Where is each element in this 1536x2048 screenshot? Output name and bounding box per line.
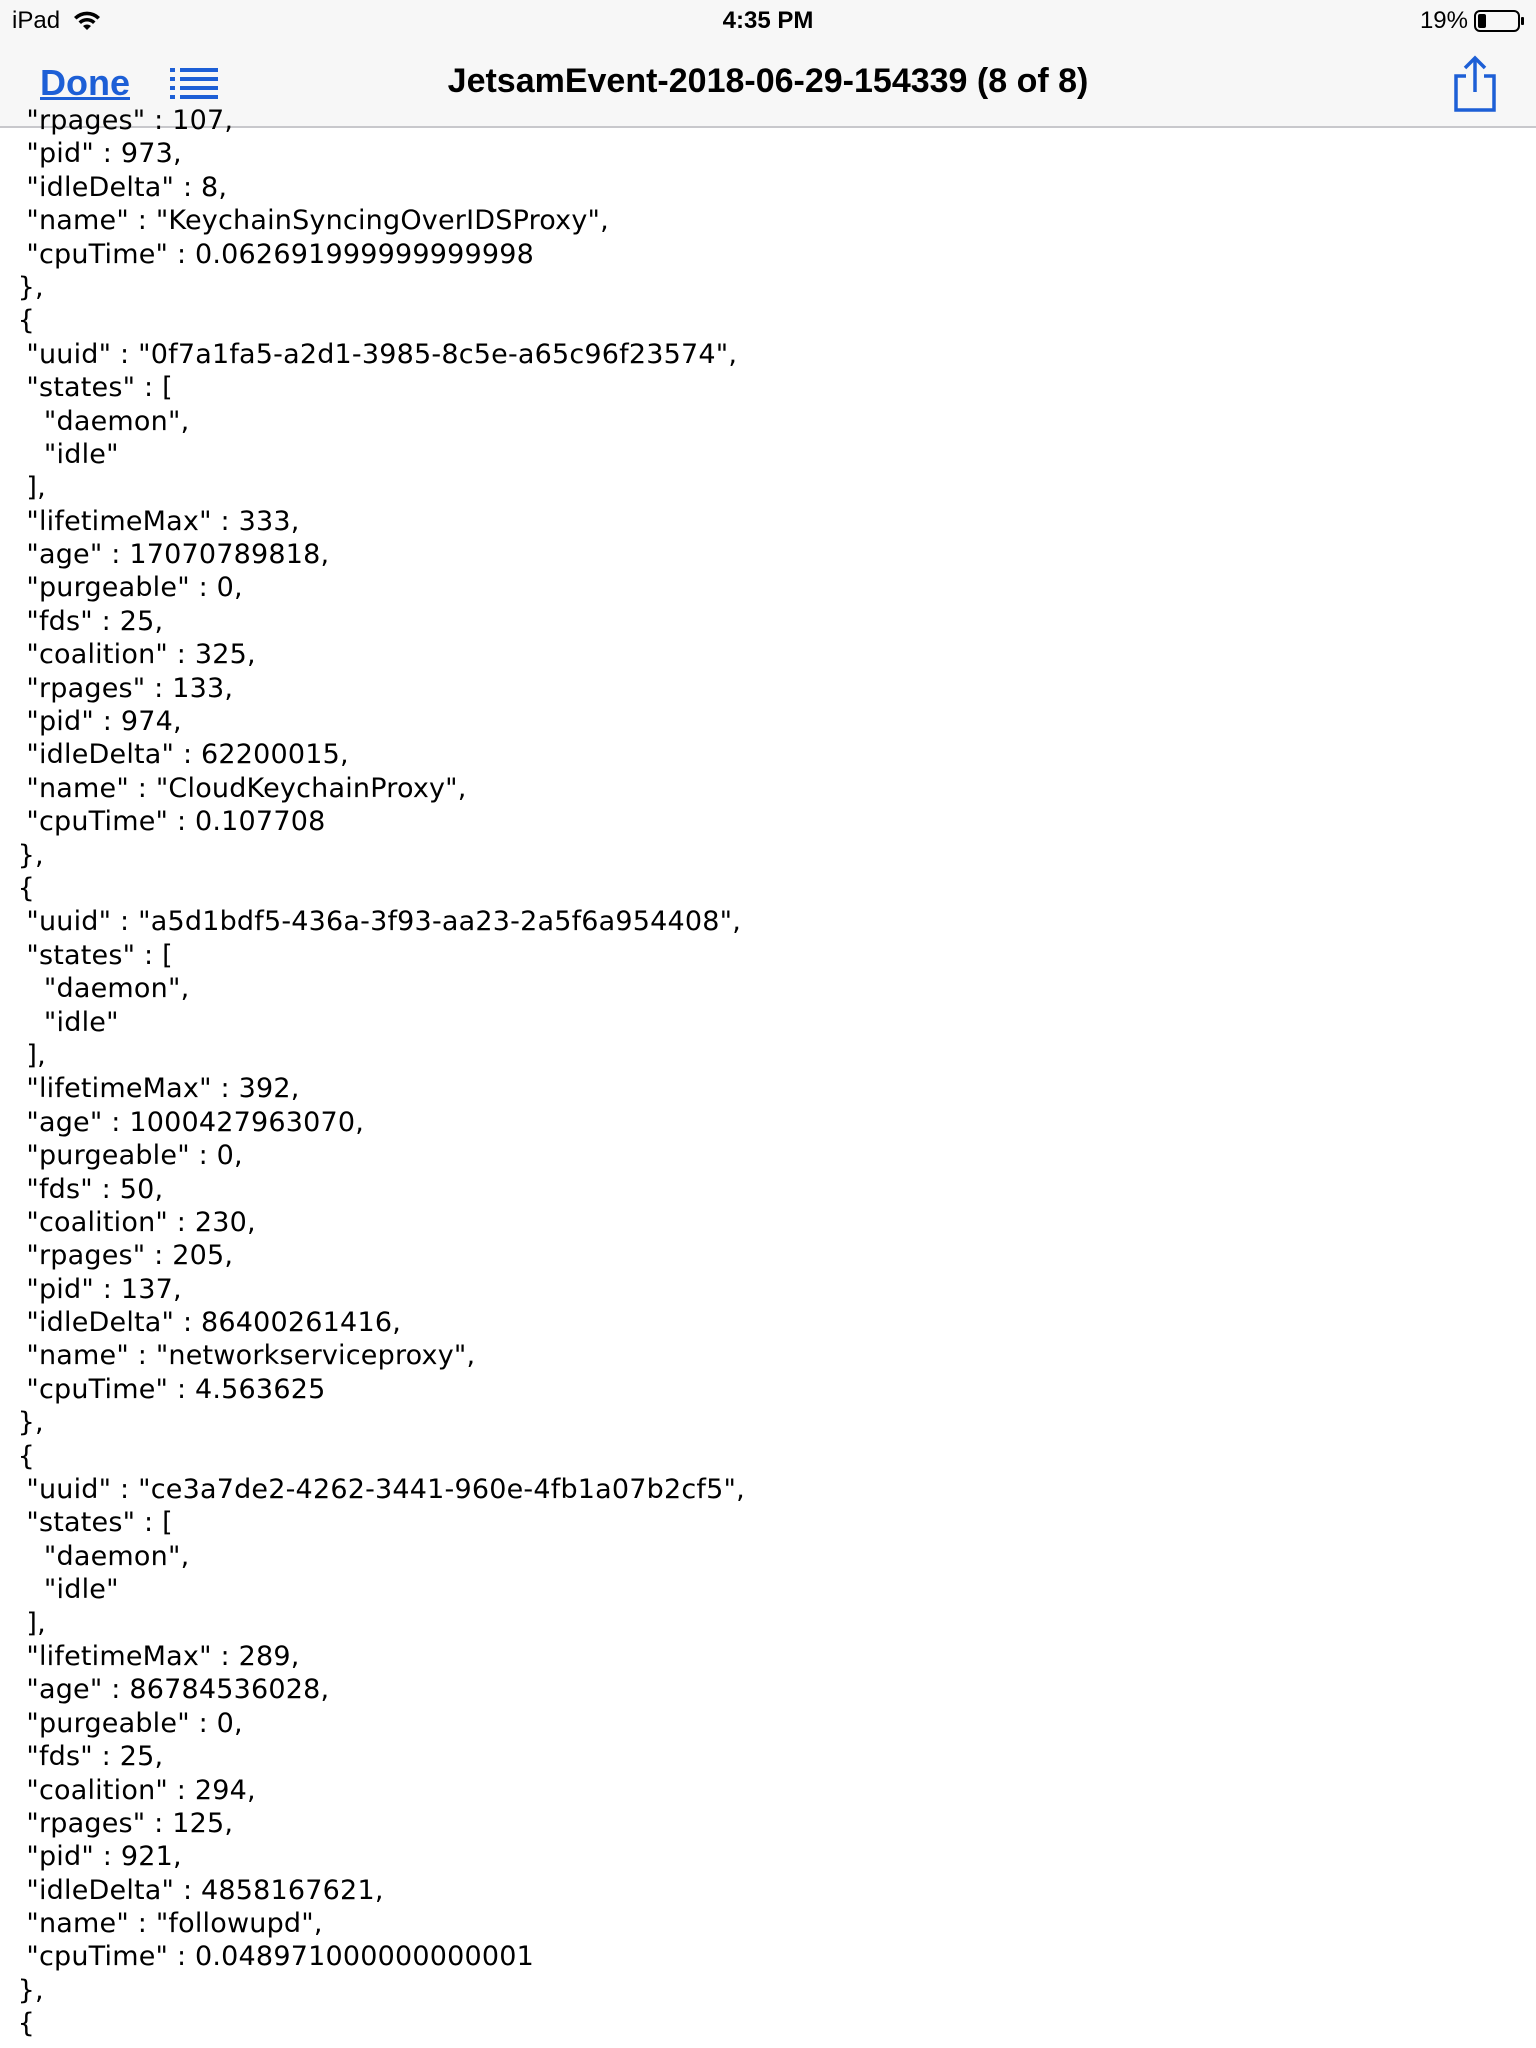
code-line: "name" : "CloudKeychainProxy", [0,772,467,804]
code-line: "age" : 1000427963070, [0,1106,365,1138]
code-line: "rpages" : 107, [0,105,234,136]
code-line: "lifetimeMax" : 392, [0,1073,300,1105]
code-line: "pid" : 921, [0,1841,182,1873]
code-line: "coalition" : 230, [0,1206,256,1238]
code-line: "daemon", [0,1540,190,1572]
code-line: "age" : 86784536028, [0,1674,330,1706]
code-line: "purgeable" : 0, [0,1140,243,1172]
code-line: "uuid" : "ce3a7de2-4262-3441-960e-4fb1a07b2cf5", [0,1474,745,1506]
code-line: "name" : "networkserviceproxy", [0,1340,476,1372]
code-line: { [0,872,35,904]
code-line: }, [0,1974,44,2006]
code-line: "cpuTime" : 4.563625 [0,1373,326,1405]
code-line: { [0,2008,35,2040]
battery-icon [1474,9,1526,33]
page-title: JetsamEvent-2018-06-29-154339 (8 of 8) [447,62,1089,100]
code-line: "fds" : 25, [0,605,164,637]
code-line: "rpages" : 125, [0,1807,234,1839]
code-line: "idleDelta" : 62200015, [0,739,349,771]
code-line: "idle" [0,1574,119,1606]
code-line: "uuid" : "a5d1bdf5-436a-3f93-aa23-2a5f6a954408", [0,906,742,938]
code-line: ], [0,1039,46,1071]
code-line: { [0,305,35,337]
code-line: }, [0,839,44,871]
code-line: "purgeable" : 0, [0,572,243,604]
code-line: "daemon", [0,973,190,1005]
status-time: 4:35 PM [722,7,814,34]
code-line: "fds" : 50, [0,1173,164,1205]
code-line: "states" : [ [0,372,173,404]
code-line: "name" : "KeychainSyncingOverIDSProxy", [0,205,609,237]
code-line: ], [0,1607,46,1639]
share-icon[interactable] [1450,54,1500,114]
code-line: "name" : "followupd", [0,1908,323,1940]
code-line: { [0,1440,35,1472]
code-line: "idleDelta" : 86400261416, [0,1307,401,1339]
code-line: "age" : 17070789818, [0,539,330,571]
code-line: "fds" : 25, [0,1741,164,1773]
code-line: "rpages" : 133, [0,672,234,704]
code-line: "rpages" : 205, [0,1240,234,1272]
code-line: "pid" : 137, [0,1273,182,1305]
code-line: "coalition" : 294, [0,1774,256,1806]
code-line: "pid" : 974, [0,706,182,738]
code-line: "cpuTime" : 0.062691999999999998 [0,238,534,270]
code-line: }, [0,1407,44,1439]
code-line: "idleDelta" : 4858167621, [0,1874,384,1906]
code-line: "daemon", [0,405,190,437]
code-line: "idle" [0,1006,119,1038]
code-line: "uuid" : "0f7a1fa5-a2d1-3985-8c5e-a65c96f23574", [0,338,738,370]
code-line: "idle" [0,438,119,470]
battery-percentage: 19% [1419,7,1468,34]
document-content[interactable] [0,105,1536,2048]
code-line: "idleDelta" : 8, [0,171,228,203]
code-line: }, [0,271,44,303]
device-label: iPad [12,7,61,34]
code-line: "states" : [ [0,1507,173,1539]
code-line: "purgeable" : 0, [0,1707,243,1739]
code-line: "lifetimeMax" : 333, [0,505,300,537]
code-line: "states" : [ [0,939,173,971]
code-line: "cpuTime" : 0.048971000000000001 [0,1941,534,1973]
code-line: ], [0,472,46,504]
code-line: "coalition" : 325, [0,639,256,671]
done-button[interactable]: Done [40,62,130,103]
code-line: "cpuTime" : 0.107708 [0,806,326,838]
code-line: "pid" : 973, [0,138,182,170]
json-text [0,104,745,2041]
status-right [1420,7,1526,35]
code-line: "lifetimeMax" : 289, [0,1640,300,1672]
status-bar [0,0,1536,40]
